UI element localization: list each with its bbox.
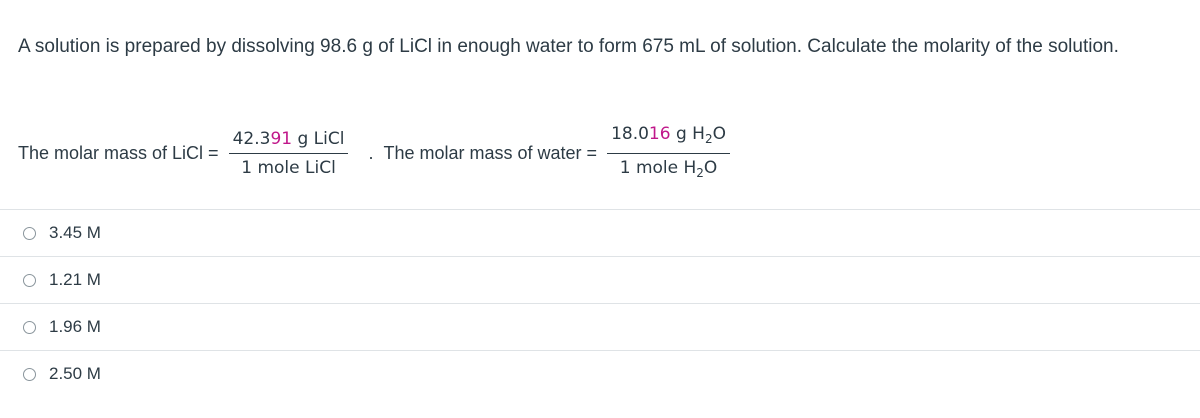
water-denominator	[616, 154, 722, 185]
molar-mass-row	[18, 118, 736, 188]
radio-button[interactable]	[23, 321, 36, 334]
radio-button[interactable]	[23, 368, 36, 381]
licl-num-suffix: g LiCl	[292, 128, 345, 149]
licl-num-prefix: 42.3	[232, 128, 271, 149]
answer-option[interactable]	[0, 209, 1200, 256]
answer-option[interactable]	[0, 303, 1200, 350]
licl-denominator: 1 mole LiCl	[241, 157, 336, 178]
answer-option[interactable]	[0, 350, 1200, 397]
water-num-o: O	[712, 123, 726, 144]
water-fraction	[607, 122, 730, 185]
radio-button[interactable]	[23, 227, 36, 240]
separator-dot: .	[368, 142, 374, 163]
answer-label: 3.45 M	[49, 223, 101, 242]
answer-option[interactable]	[0, 256, 1200, 303]
water-den-subscript: 2	[696, 165, 704, 180]
water-num-highlight: 16	[648, 123, 671, 144]
water-num-prefix: 18.0	[611, 123, 649, 144]
water-molar-mass-label: The molar mass of water =	[383, 142, 598, 163]
licl-fraction	[229, 127, 349, 180]
licl-num-highlight: 91	[270, 128, 293, 149]
answer-label: 1.21 M	[49, 270, 101, 289]
question-text: A solution is prepared by dissolving 98.6 g of LiCl in enough water to form 675 mL of solution. Calculate the molarity of the solution.	[18, 36, 1119, 57]
radio-button[interactable]	[23, 274, 36, 287]
water-num-subscript: 2	[704, 131, 713, 146]
water-den-o: O	[703, 157, 718, 178]
water-den-prefix: 1 mole H	[619, 157, 697, 178]
answer-label: 2.50 M	[49, 364, 101, 383]
answer-label: 1.96 M	[49, 317, 101, 336]
water-numerator	[607, 122, 730, 154]
answer-options	[0, 209, 1200, 397]
licl-numerator	[229, 127, 349, 154]
water-num-suffix: g H	[670, 123, 705, 144]
licl-molar-mass-label: The molar mass of LiCl =	[18, 142, 219, 163]
